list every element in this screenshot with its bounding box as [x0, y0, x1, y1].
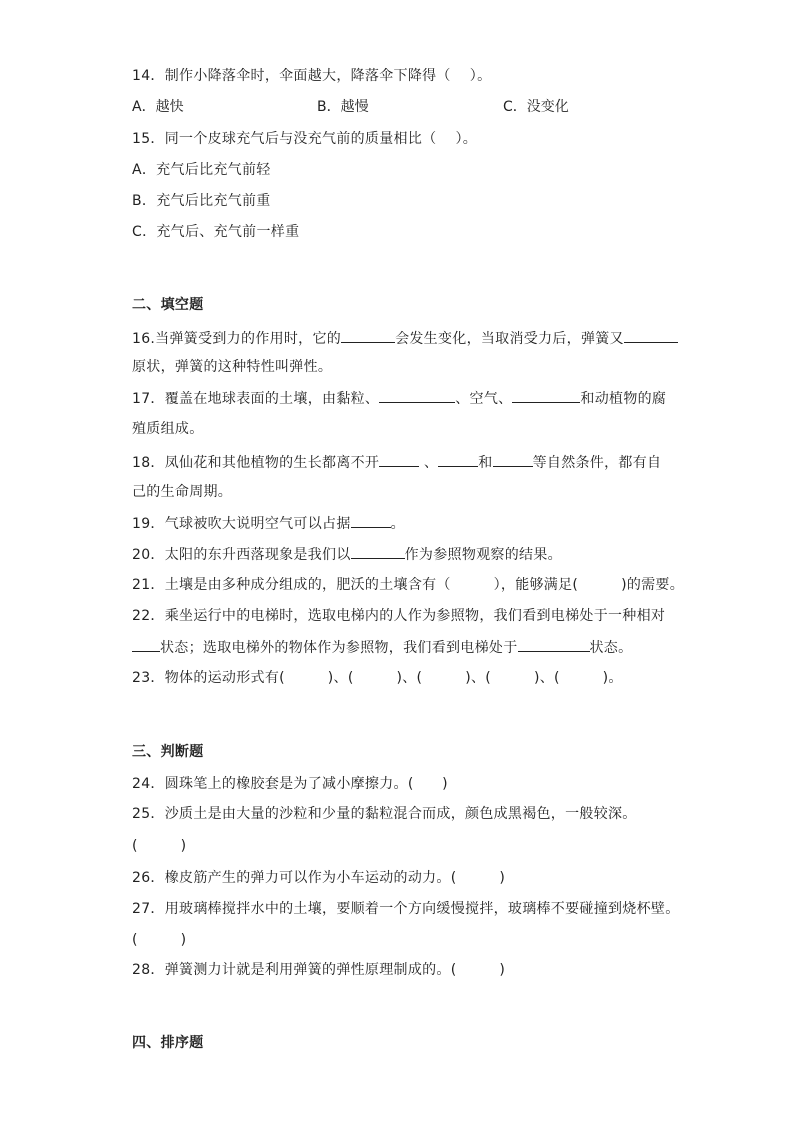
- q17-text-c: 和动植物的腐: [580, 391, 667, 407]
- answer-blank: [132, 637, 160, 652]
- answer-blank: [379, 388, 455, 403]
- q25-answer-paren: ( ): [132, 838, 187, 854]
- answer-blank: [351, 544, 405, 559]
- question-15: 15．同一个皮球充气后与没充气前的质量相比（ ）。: [132, 131, 478, 147]
- q16-continuation: 原状，弹簧的这种特性叫弹性。: [132, 359, 333, 375]
- q19-text-b: 。: [390, 516, 405, 532]
- q20-text-b: 作为参照物观察的结果。: [404, 547, 562, 563]
- q17-continuation: 殖质组成。: [132, 421, 204, 437]
- question-21: 21．土壤是由多种成分组成的，肥沃的土壤含有（ ），能够满足( )的需要。: [132, 577, 685, 593]
- q17-text-b: 、空气、: [455, 391, 513, 407]
- question-19: [132, 513, 405, 534]
- q27-answer-paren: ( ): [132, 932, 187, 948]
- question-28: 28．弹簧测力计就是利用弹簧的弹性原理制成的。( ): [132, 962, 506, 978]
- question-14: 14．制作小降落伞时，伞面越大，降落伞下降得（ ）。: [132, 68, 492, 84]
- q14-option-b: B．越慢: [317, 99, 369, 115]
- answer-blank: [351, 513, 391, 528]
- question-18: [132, 452, 661, 473]
- q15-option-c: C．充气后、充气前一样重: [132, 224, 300, 240]
- section-title-true-false: 三、判断题: [132, 744, 204, 760]
- answer-blank: [512, 388, 580, 403]
- q18-continuation: 己的生命周期。: [132, 484, 233, 500]
- q19-text-a: 19．气球被吹大说明空气可以占据: [132, 516, 351, 532]
- question-26: 26．橡皮筋产生的弹力可以作为小车运动的动力。( ): [132, 870, 506, 886]
- q16-text-b: 会发生变化，当取消受力后，弹簧又: [395, 331, 624, 347]
- answer-blank: [438, 452, 478, 467]
- q15-option-a: A．充气后比充气前轻: [132, 162, 271, 178]
- q14-option-a: A．越快: [132, 99, 184, 115]
- question-22: 22．乘坐运行中的电梯时，选取电梯内的人作为参照物，我们看到电梯处于一种相对: [132, 608, 666, 624]
- q22-text-c: 状态。: [589, 640, 633, 656]
- question-27: 27．用玻璃棒搅拌水中的土壤，要顺着一个方向缓慢搅拌，玻璃棒不要碰撞到烧杯壁。: [132, 901, 680, 917]
- q17-text-a: 17．覆盖在地球表面的土壤，由黏粒、: [132, 391, 380, 407]
- question-25: 25．沙质土是由大量的沙粒和少量的黏粒混合而成，颜色成黑褐色，一般较深。: [132, 806, 637, 822]
- q18-text-c: 和: [478, 455, 493, 471]
- question-20: [132, 544, 562, 565]
- q18-text-b: 、: [423, 455, 439, 471]
- answer-blank: [341, 328, 395, 343]
- section-title-fill-in: 二、填空题: [132, 297, 204, 313]
- question-16: [132, 328, 678, 349]
- q15-option-b: B．充气后比充气前重: [132, 193, 271, 209]
- answer-blank: [624, 328, 678, 343]
- answer-blank: [518, 637, 590, 652]
- question-17: [132, 388, 666, 409]
- q18-text-d: 等自然条件，都有自: [532, 455, 662, 471]
- q22-text-b: 状态；选取电梯外的物体作为参照物，我们看到电梯处于: [160, 640, 518, 656]
- q16-text-a: 16.当弹簧受到力的作用时，它的: [132, 331, 342, 347]
- section-title-ordering: 四、排序题: [132, 1035, 204, 1051]
- q20-text-a: 20．太阳的东升西落现象是我们以: [132, 547, 351, 563]
- q14-option-c: C．没变化: [503, 99, 569, 115]
- q22-continuation: [132, 637, 632, 658]
- question-23: 23．物体的运动形式有( )、( )、( )、( )、( )。: [132, 670, 623, 686]
- answer-blank: [493, 452, 533, 467]
- answer-blank: [379, 452, 419, 467]
- q18-text-a: 18．凤仙花和其他植物的生长都离不开: [132, 455, 380, 471]
- question-24: 24．圆珠笔上的橡胶套是为了减小摩擦力。( ): [132, 776, 448, 792]
